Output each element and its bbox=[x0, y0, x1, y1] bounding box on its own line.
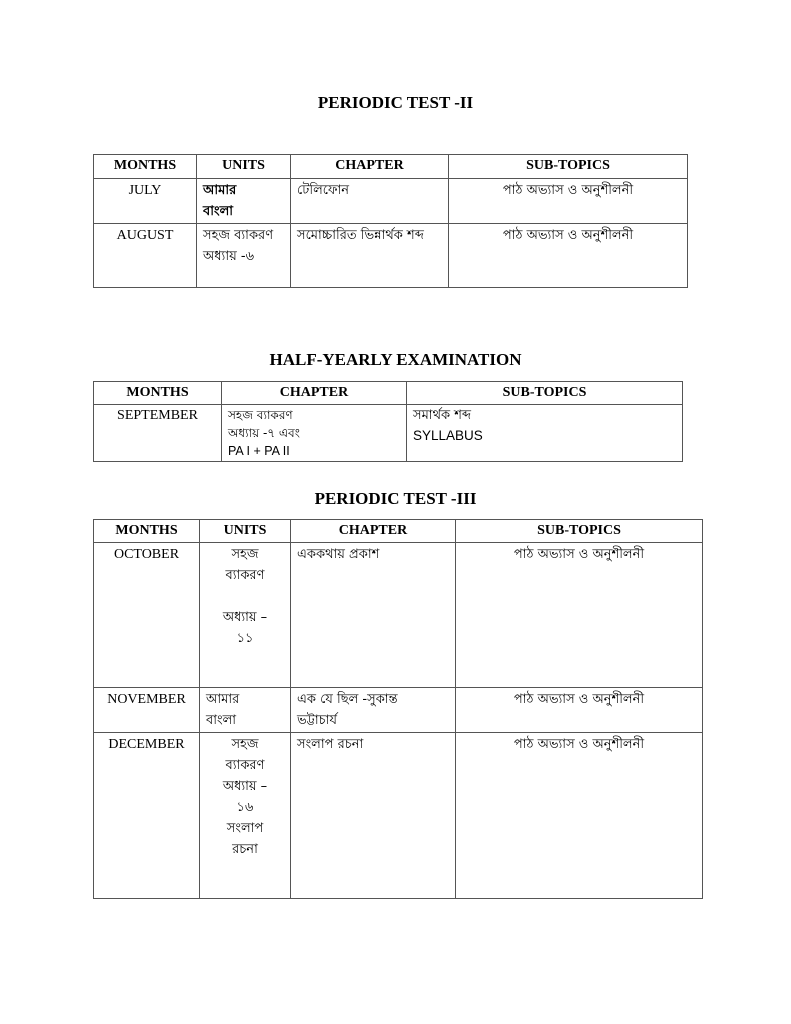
unit-line: আমার bbox=[206, 692, 240, 707]
month-cell: DECEMBER bbox=[94, 733, 200, 899]
chapter-line: সহজ ব্যাকরণ bbox=[228, 408, 293, 422]
header-sub-topics: SUB-TOPICS bbox=[456, 520, 703, 543]
month-cell: JULY bbox=[94, 179, 197, 224]
unit-cell bbox=[200, 733, 291, 899]
unit-cell bbox=[200, 543, 291, 688]
unit-cell bbox=[200, 688, 291, 733]
unit-line: বাংলা bbox=[203, 204, 234, 219]
month-cell: NOVEMBER bbox=[94, 688, 200, 733]
chapter-cell: টেলিফোন bbox=[291, 179, 449, 224]
unit-line: সংলাপ bbox=[226, 821, 264, 836]
header-sub-topics: SUB-TOPICS bbox=[449, 155, 688, 179]
month-cell: AUGUST bbox=[94, 224, 197, 288]
subtopic-cell: পাঠ অভ্যাস ও অনুশীলনী bbox=[456, 733, 703, 899]
table-header-row bbox=[94, 382, 683, 405]
unit-line: আমার bbox=[203, 183, 237, 198]
unit-line: ব্যাকরণ bbox=[225, 568, 265, 583]
unit-line: রচনা bbox=[232, 842, 258, 857]
month-cell: SEPTEMBER bbox=[94, 405, 222, 462]
subtopic-cell: পাঠ অভ্যাস ও অনুশীলনী bbox=[456, 688, 703, 733]
subtopic-line: SYLLABUS bbox=[413, 428, 483, 443]
chapter-cell bbox=[291, 688, 456, 733]
chapter-line: এক যে ছিল -সুকান্ত bbox=[297, 692, 398, 707]
header-units: UNITS bbox=[197, 155, 291, 179]
subtopic-cell: পাঠ অভ্যাস ও অনুশীলনী bbox=[449, 179, 688, 224]
unit-line: অধ্যায় – bbox=[222, 610, 268, 625]
chapter-cell bbox=[222, 405, 407, 462]
unit-line: অধ্যায় -৬ bbox=[203, 249, 255, 264]
unit-line: ১৬ bbox=[236, 800, 254, 815]
table-row bbox=[94, 733, 703, 899]
header-sub-topics: SUB-TOPICS bbox=[407, 382, 683, 405]
unit-cell bbox=[197, 179, 291, 224]
unit-line: ১১ bbox=[236, 631, 254, 646]
periodic-test-3-table bbox=[93, 519, 703, 899]
subtopic-cell bbox=[407, 405, 683, 462]
periodic-test-2-table bbox=[93, 154, 688, 288]
table-row bbox=[94, 543, 703, 688]
chapter-cell: সংলাপ রচনা bbox=[291, 733, 456, 899]
subtopic-line: সমার্থক শব্দ bbox=[413, 408, 472, 423]
unit-line: বাংলা bbox=[206, 713, 237, 728]
unit-line: ব্যাকরণ bbox=[225, 758, 265, 773]
table-row bbox=[94, 688, 703, 733]
month-cell: OCTOBER bbox=[94, 543, 200, 688]
chapter-line: ভট্টাচার্য bbox=[297, 713, 337, 728]
table-header-row bbox=[94, 520, 703, 543]
unit-line: সহজ ব্যাকরণ bbox=[203, 228, 274, 243]
header-chapter: CHAPTER bbox=[291, 155, 449, 179]
header-months: MONTHS bbox=[94, 520, 200, 543]
table-row bbox=[94, 179, 688, 224]
header-months: MONTHS bbox=[94, 155, 197, 179]
subtopic-cell: পাঠ অভ্যাস ও অনুশীলনী bbox=[449, 224, 688, 288]
header-months: MONTHS bbox=[94, 382, 222, 405]
subtopic-cell: পাঠ অভ্যাস ও অনুশীলনী bbox=[456, 543, 703, 688]
unit-line: অধ্যায় – bbox=[222, 779, 268, 794]
chapter-line: অধ্যায় -৭ এবং bbox=[228, 426, 300, 440]
half-yearly-title: HALF-YEARLY EXAMINATION bbox=[269, 350, 522, 369]
chapter-cell: সমোচ্চারিত ভিন্নার্থক শব্দ bbox=[291, 224, 449, 288]
chapter-line: PA I + PA II bbox=[228, 444, 290, 458]
line-gap bbox=[206, 586, 284, 607]
periodic-test-3-title: PERIODIC TEST -III bbox=[314, 489, 477, 508]
table-row bbox=[94, 405, 683, 462]
header-chapter: CHAPTER bbox=[222, 382, 407, 405]
periodic-test-2-title: PERIODIC TEST -II bbox=[317, 93, 474, 112]
table-header-row bbox=[94, 155, 688, 179]
half-yearly-table bbox=[93, 381, 683, 462]
table-row bbox=[94, 224, 688, 288]
unit-cell bbox=[197, 224, 291, 288]
unit-line: সহজ bbox=[231, 547, 259, 562]
chapter-cell: এককথায় প্রকাশ bbox=[291, 543, 456, 688]
header-chapter: CHAPTER bbox=[291, 520, 456, 543]
unit-line: সহজ bbox=[231, 737, 259, 752]
header-units: UNITS bbox=[200, 520, 291, 543]
